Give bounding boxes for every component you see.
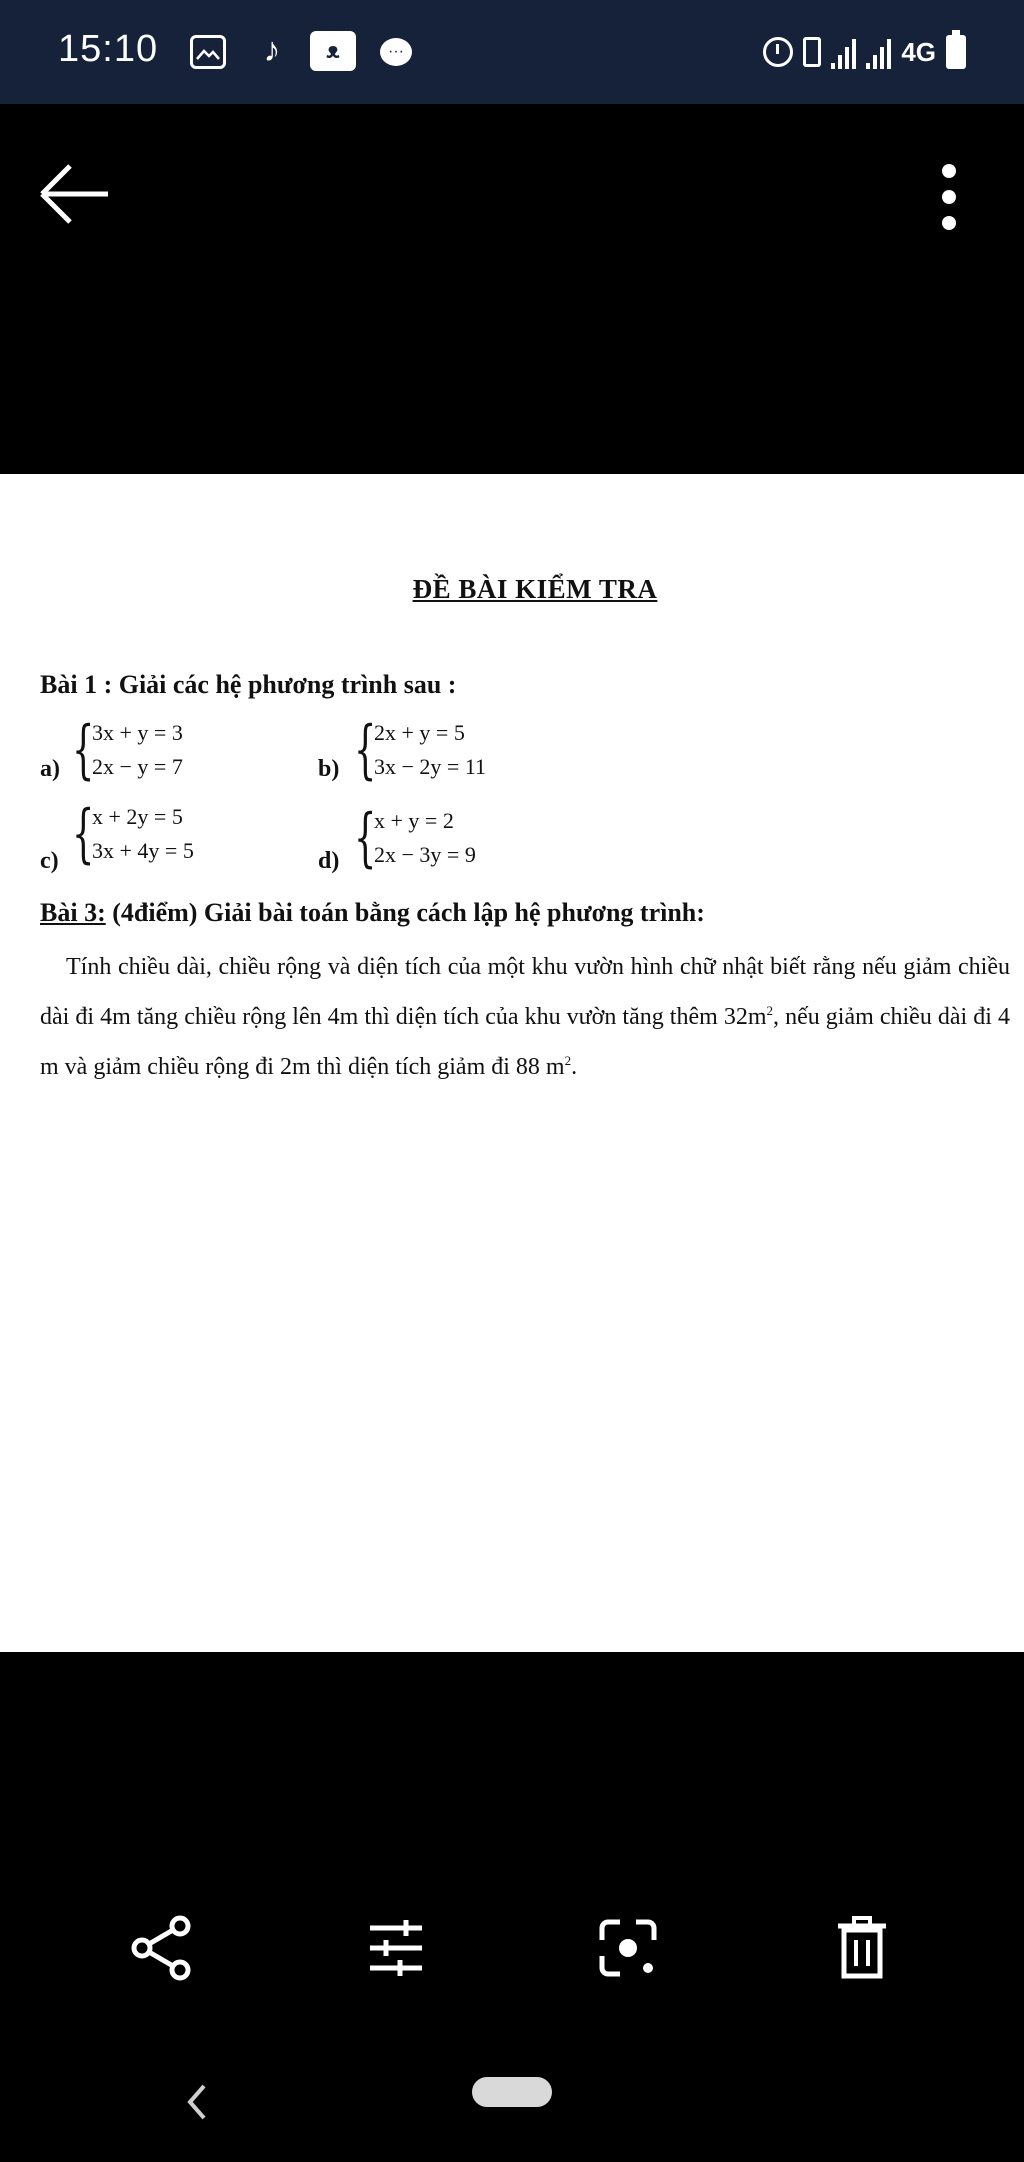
- equation: 3x + y = 3: [92, 720, 183, 745]
- system-b-label: b): [318, 756, 340, 782]
- back-button[interactable]: [30, 149, 120, 239]
- edit-tune-icon: [356, 1908, 436, 1988]
- system-c-label: c): [40, 848, 59, 874]
- superscript: 2: [766, 1003, 774, 1018]
- more-vert-dot: [942, 216, 956, 230]
- brace: {: [354, 713, 377, 787]
- status-right-group: [763, 30, 966, 74]
- superscript: 2: [564, 1053, 572, 1068]
- exercise-3-label: Bài 3:: [40, 898, 106, 927]
- battery-icon: [946, 35, 966, 69]
- brace: {: [72, 713, 95, 787]
- home-pill[interactable]: [472, 2077, 552, 2107]
- back-arrow-icon: [30, 149, 120, 239]
- equation: 3x − 2y = 11: [374, 754, 486, 779]
- equation: x + y = 2: [374, 808, 454, 833]
- lens-icon: [588, 1908, 668, 1988]
- system-d-label: d): [318, 848, 340, 874]
- system-b: [354, 713, 486, 787]
- exercise-3-title: (4điểm) Giải bài toán bằng cách lập hệ phương trình:: [105, 898, 705, 927]
- exercise-1-heading: Bài 1 : Giải các hệ phương trình sau :: [40, 670, 457, 699]
- more-vert-icon: [942, 164, 956, 178]
- equation: 2x − 3y = 9: [374, 842, 476, 867]
- paragraph-end: .: [571, 1054, 578, 1080]
- exercise-3-heading: [40, 898, 705, 928]
- share-button[interactable]: [122, 1908, 202, 1988]
- network-label: 4G: [901, 36, 936, 67]
- document-image: [0, 474, 1024, 1652]
- equation: 2x + y = 5: [374, 720, 465, 745]
- delete-icon: [822, 1908, 902, 1988]
- system-a-label: a): [40, 756, 60, 782]
- exercise-3-paragraph: [40, 942, 1010, 1092]
- system-d: [354, 801, 476, 875]
- equation: 2x − y = 7: [92, 754, 183, 779]
- cat-app-icon: ᴥ: [310, 31, 356, 71]
- paragraph-text-1: Tính chiều dài, chiều rộng và diện tích của một khu vườn hình chữ nhật biết rằng nếu giảm chiều dài đi 4m tăng chiều rộng lên 4m thì diện tích của khu vườn tăng thêm 32m: [40, 954, 1010, 1030]
- gallery-icon: [190, 35, 226, 69]
- document-title: ĐỀ BÀI KIỂM TRA: [412, 574, 658, 604]
- nav-back-icon: [172, 2072, 222, 2132]
- system-a: [72, 713, 183, 787]
- vibrate-icon: [803, 37, 821, 67]
- viewer-bottom-bar: [0, 1652, 1024, 2162]
- equation: 3x + 4y = 5: [92, 838, 194, 863]
- signal-icon: [831, 35, 856, 69]
- share-icon: [122, 1908, 202, 1988]
- lens-button[interactable]: [588, 1908, 668, 1988]
- more-vert-dot: [942, 190, 956, 204]
- chat-bubble-icon: ···: [380, 38, 412, 66]
- more-options-button[interactable]: [920, 154, 980, 244]
- equation: x + 2y = 5: [92, 804, 183, 829]
- edit-button[interactable]: [356, 1908, 436, 1988]
- viewer-top-bar: [0, 104, 1024, 474]
- delete-button[interactable]: [822, 1908, 902, 1988]
- signal-icon-2: [866, 35, 891, 69]
- status-time: 15:10: [58, 28, 159, 70]
- nav-back-button[interactable]: [172, 2072, 222, 2132]
- brace: {: [354, 801, 377, 875]
- paragraph-text-2: , nếu giảm chiều dài đi 4 m và giảm chiều rộng đi 2m thì diện tích giảm đi 88 m: [40, 1004, 1010, 1080]
- brace: {: [72, 797, 95, 871]
- system-c: [72, 797, 194, 871]
- status-bar: [0, 0, 1024, 104]
- alarm-icon: [763, 37, 793, 67]
- tiktok-icon: ♪: [263, 30, 281, 69]
